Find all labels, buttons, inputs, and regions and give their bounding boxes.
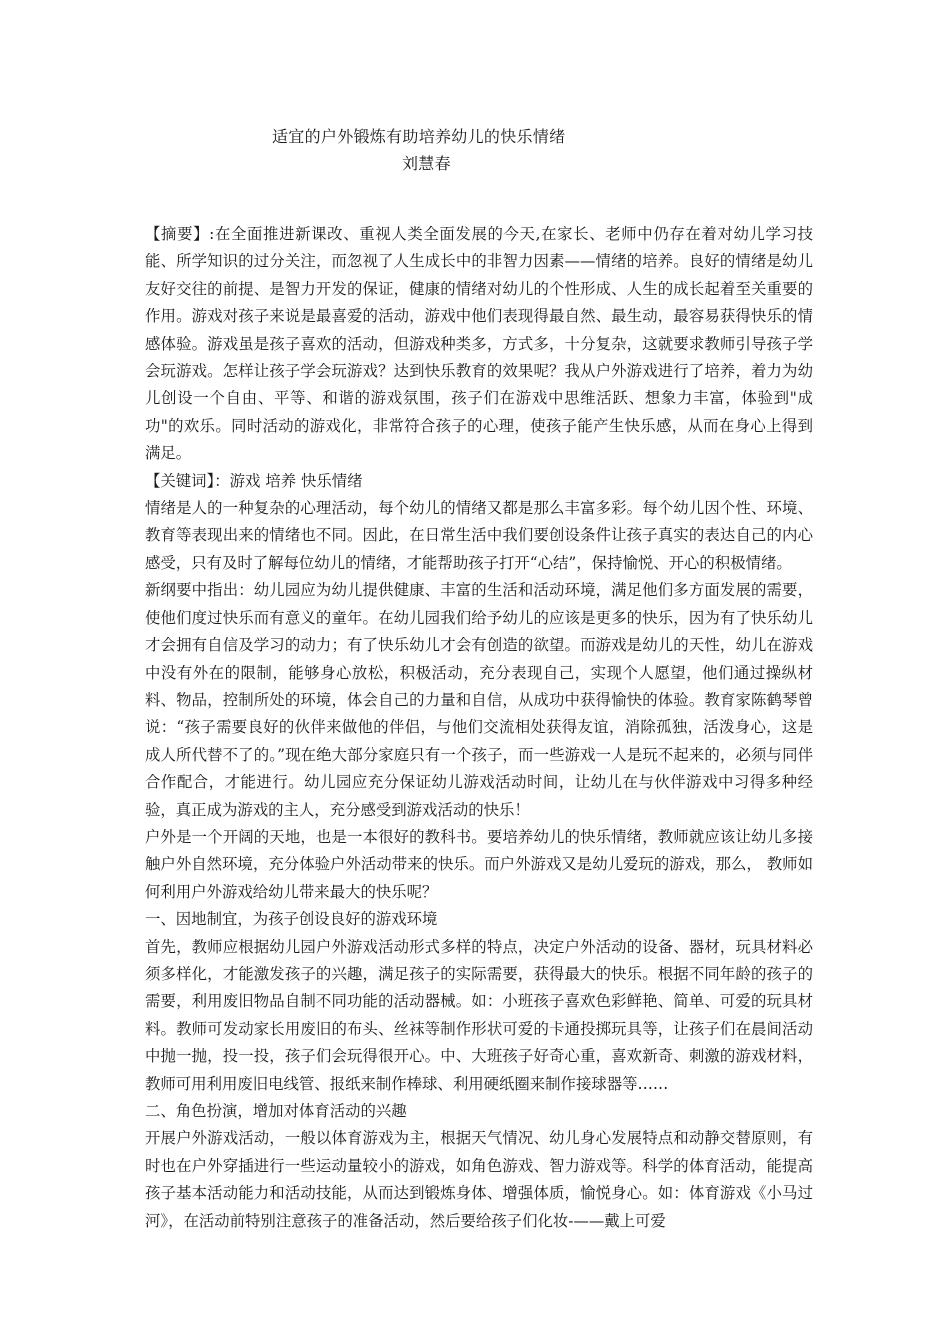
body-paragraph: 情绪是人的一种复杂的心理活动，每个幼儿的情绪又都是那么丰富多彩。每个幼儿因个性、环境、教育等表现出来的情绪也不同。因此，在日常生活中我们要创设条件让孩子真实的表达自己的内心感受，只有及时了解每位幼儿的情绪，才能帮助孩子打开“心结”，保持愉悦、开心的积极情绪。 bbox=[145, 499, 813, 572]
body-paragraph: 新纲要中指出：幼儿园应为幼儿提供健康、丰富的生活和活动环境，满足他们多方面发展的需要，使他们度过快乐而有意义的童年。在幼儿园我们给予幼儿的应该是更多的快乐，因为有了快乐幼儿才会拥有自信及学习的动力；有了快乐幼儿才会有创造的欲望。而游戏是幼儿的天性，幼儿在游戏中没有外在的限制，能够身心放松，积极活动，充分表现自己，实现个人愿望，他们通过操纵材料、物品，控制所处的环境，体会自己的力量和自信，从成功中获得愉快的体验。教育家陈鹤琴曾说：“孩子需要良好的伙伴来做他的伴侣，与他们交流相处获得友谊，消除孤独，活泼身心，这是成人所代替不了的。”现在绝大部分家庭只有一个孩子，而一些游戏一人是玩不起来的，必须与同伴合作配合，才能进行。幼儿园应充分保证幼儿游戏活动时间，让幼儿在与伙伴游戏中习得多种经验，真正成为游戏的主人，充分感受到游戏活动的快乐！ bbox=[145, 581, 813, 819]
section-heading: 一、因地制宜，为孩子创设良好的游戏环境 bbox=[145, 910, 438, 929]
body-paragraph: 户外是一个开阔的天地，也是一本很好的教科书。要培养幼儿的快乐情绪，教师就应该让幼儿多接触户外自然环境，充分体验户外活动带来的快乐。而户外游戏又是幼儿爱玩的游戏，那么， 教师如何利用户外游戏给幼儿带来最大的快乐呢？ bbox=[145, 827, 813, 901]
section-paragraph: 开展户外游戏活动，一般以体育游戏为主，根据天气情况、幼儿身心发展特点和动静交替原则，有时也在户外穿插进行一些运动量较小的游戏，如角色游戏、智力游戏等。科学的体育活动，能提高孩子基本活动能力和活动技能，从而达到锻炼身体、增强体质，愉悦身心。如：体育游戏《小马过河》，在活动前特别注意孩子的准备活动，然后要给孩子们化妆-——戴上可爱 bbox=[145, 1129, 813, 1230]
document-title: 适宜的户外锻炼有助培养幼儿的快乐情绪 bbox=[272, 127, 566, 146]
section-paragraph: 首先，教师应根据幼儿园户外游戏活动形式多样的特点，决定户外活动的设备、器材，玩具材料必须多样化，才能激发孩子的兴趣，满足孩子的实际需要，获得最大的快乐。根据不同年龄的孩子的需要，利用废旧物品自制不同功能的活动器械。如：小班孩子喜欢色彩鲜艳、简单、可爱的玩具材料。教师可发动家长用废旧的布头、丝袜等制作形状可爱的卡通投掷玩具等，让孩子们在晨间活动中抛一抛，投一投，孩子们会玩得很开心。中、大班孩子好奇心重，喜欢新奇、刺激的游戏材料，教师可用利用废旧电线管、报纸来制作棒球、利用硬纸圈来制作接球器等…… bbox=[145, 937, 813, 1093]
document-author: 刘慧春 bbox=[402, 154, 451, 173]
section-heading: 二、角色扮演，增加对体育活动的兴趣 bbox=[145, 1102, 407, 1120]
keywords-line: 【关键词】：游戏 培养 快乐情绪 bbox=[145, 471, 363, 490]
document-body bbox=[145, 221, 813, 1235]
abstract-paragraph: 【摘要】:在全面推进新课改、重视人类全面发展的今天,在家长、老师中仍存在着对幼儿学习技能、所学知识的过分关注，而忽视了人生成长中的非智力因素——情绪的培养。良好的情绪是幼儿友好交往的前提、是智力开发的保证，健康的情绪对幼儿的个性形成、人生的成长起着至关重要的作用。游戏对孩子来说是最喜爱的活动，游戏中他们表现得最自然、最生动，最容易获得快乐的情感体验。游戏虽是孩子喜欢的活动，但游戏种类多，方式多，十分复杂，这就要求教师引导孩子学会玩游戏。怎样让孩子学会玩游戏？达到快乐教育的效果呢？我从户外游戏进行了培养，着力为幼儿创设一个自由、平等、和谐的游戏氛围，孩子们在游戏中思维活跃、想象力丰富，体验到"成功"的欢乐。同时活动的游戏化，非常符合孩子的心理，使孩子能产生快乐感，从而在身心上得到满足。 bbox=[145, 225, 813, 463]
